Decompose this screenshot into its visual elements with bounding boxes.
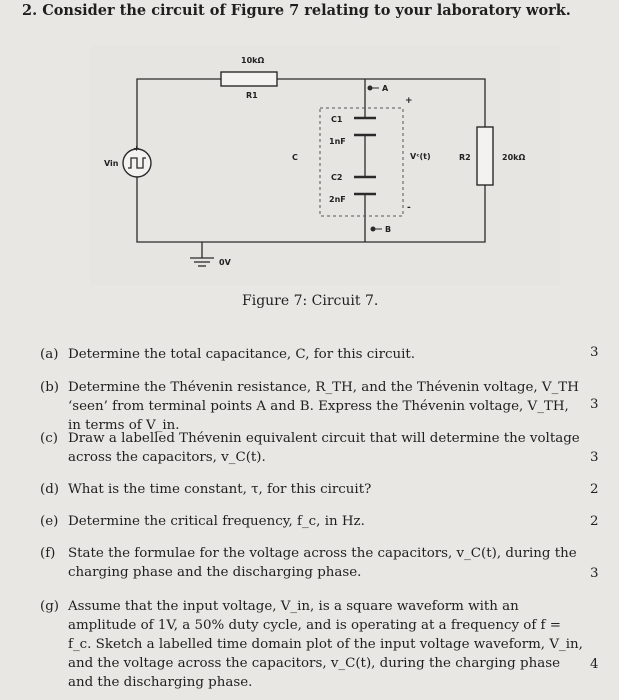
part-text: Draw a labelled Thévenin equivalent circuit that will determine the voltage across the capacitors, v_C(t). — [68, 431, 580, 465]
r2-name-label: R2 — [459, 153, 471, 162]
part-label: (f) — [40, 546, 56, 561]
c1-value-label: 1nF — [329, 137, 346, 146]
part-marks: 2 — [590, 482, 599, 497]
figure-caption: Figure 7: Circuit 7. — [242, 293, 379, 309]
r2-value-label: 20kΩ — [502, 153, 526, 162]
part-label: (g) — [40, 599, 60, 614]
part-marks: 3 — [590, 450, 599, 465]
c-group-label: C — [292, 153, 298, 162]
r2-resistor — [477, 127, 493, 185]
part-label: (e) — [40, 514, 59, 529]
c1-name-label: C1 — [331, 115, 343, 124]
part-text: Determine the total capacitance, C, for this circuit. — [68, 347, 416, 362]
part-label: (a) — [40, 347, 59, 362]
part-marks: 3 — [590, 345, 599, 360]
part-g — [40, 597, 585, 692]
part-f — [40, 544, 585, 582]
ground-label: 0V — [219, 258, 231, 267]
question-text: Consider the circuit of Figure 7 relating to your laboratory work. — [42, 2, 571, 19]
part-b — [40, 378, 585, 435]
vc-minus-label: - — [407, 203, 411, 213]
part-text: What is the time constant, τ, for this circuit? — [68, 482, 372, 497]
part-d — [40, 480, 585, 499]
part-c — [40, 429, 585, 467]
part-marks: 3 — [590, 397, 599, 412]
part-text: Determine the Thévenin resistance, R_TH, and the Thévenin voltage, V_TH ‘seen’ from terminal points A and B. Express the Thévenin voltage, V_TH, in terms of V_in. — [68, 380, 579, 433]
r1-value-label: 10kΩ — [241, 56, 265, 65]
part-text: State the formulae for the voltage across the capacitors, v_C(t), during the charging phase and the discharging phase. — [68, 546, 577, 580]
part-label: (b) — [40, 380, 60, 395]
r1-name-label: R1 — [246, 91, 258, 100]
r1-resistor — [221, 72, 277, 86]
part-label: (c) — [40, 431, 58, 446]
part-text: Assume that the input voltage, V_in, is a square waveform with an amplitude of 1V, a 50% duty cycle, and is operating at a frequency of f = f_c. Sketch a labelled time domain plot of the input voltage waveform, V_in, and the voltage across the capacitors, v_C(t), during the charging phase and the discharging phase. — [68, 599, 583, 690]
circuit-diagram — [0, 0, 619, 330]
part-marks: 3 — [590, 566, 599, 581]
svg-text:+: + — [133, 144, 140, 153]
node-a-label: A — [382, 84, 389, 93]
node-b-label: B — [385, 225, 392, 234]
part-marks: 4 — [590, 657, 599, 672]
part-label: (d) — [40, 482, 60, 497]
vin-label: Vin — [104, 159, 119, 168]
vc-label: Vᶜ(t) — [410, 152, 431, 161]
c2-name-label: C2 — [331, 173, 343, 182]
part-e — [40, 512, 585, 531]
c2-value-label: 2nF — [329, 195, 346, 204]
question-number: 2. — [22, 2, 38, 19]
vc-plus-label: + — [405, 96, 413, 106]
part-a — [40, 345, 585, 364]
part-text: Determine the critical frequency, f_c, in Hz. — [68, 514, 365, 529]
part-marks: 2 — [590, 514, 599, 529]
